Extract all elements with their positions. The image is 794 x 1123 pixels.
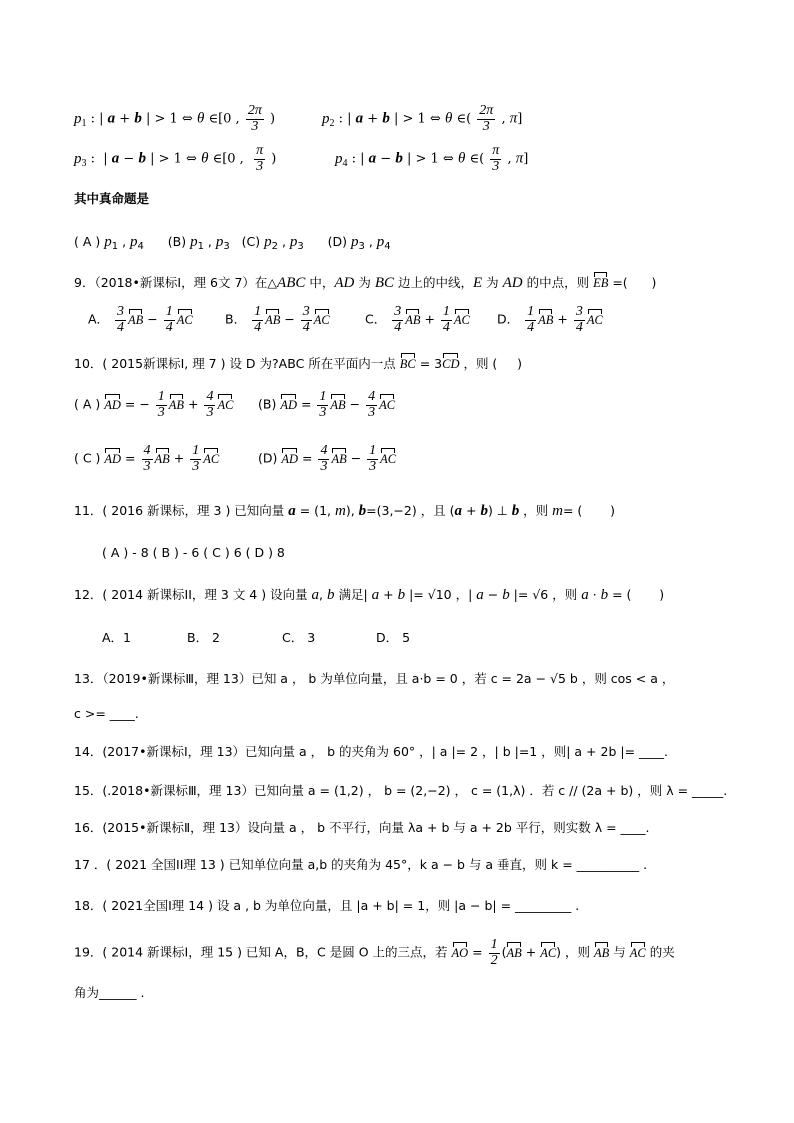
- q12-option-d: D． 5: [376, 630, 411, 645]
- q12-option-c: C． 3: [282, 630, 316, 645]
- prop-p4: $p_4$ : | a − b | > 1 ⇔ θ ∈( $\frac{\pi}{3}$ , π]: [335, 143, 529, 174]
- q10-option-a: ( A ) AD = − $\frac{1}{3}$ AB + $\frac{4}{3}$ AC: [74, 389, 234, 420]
- q9-option-d: D． $\frac{1}{4}$ AB + $\frac{3}{4}$ AC: [497, 304, 603, 335]
- question-17: 17 ．( 2021 全国II理 13 ) 已知单位向量 a,b 的夹角为 45°，k a − b 与 a 垂直，则 k = __________ .: [74, 857, 648, 872]
- question-15: 15．(.2018•新课标Ⅲ，理 13）已知向量 a = (1,2) ， b = (2,−2) ， c = (1,λ) ．若 c // (2a + b) ，则 λ = _____.: [74, 783, 728, 798]
- question-13-line1: 13．（2019•新课标Ⅲ，理 13）已知 a ， b 为单位向量，且 a·b = 0 ，若 c = 2a − √5 b ，则 cos < a ，: [74, 671, 675, 686]
- question-9: 9．（2018•新课标Ⅰ，理 6文 7）在△ABC 中，AD 为 BC 边上的中线，E 为 AD 的中点，则 EB =( ): [74, 275, 657, 291]
- question-16: 16．(2015•新课标Ⅱ，理 13）设向量 a ， b 不平行，向量 λa + b 与 a + 2b 平行，则实数 λ = ____.: [74, 820, 650, 835]
- q9-option-a: A． $\frac{3}{4}$ AB − $\frac{1}{4}$ AC: [88, 304, 193, 335]
- prop-p1: $p_1$ : | a + b | > 1 ⇔ θ ∈[0 , $\frac{2\pi}{3}$ ): [74, 103, 276, 134]
- q12-option-b: B． 2: [187, 630, 221, 645]
- prop-p3: $p_3$ : | a − b | > 1 ⇔ θ ∈[0 , $\frac{\pi}{3}$ ): [74, 143, 277, 174]
- question-13-line2: c >= ____.: [74, 706, 139, 721]
- props-options: ( A ) $p_1$ , $p_4$ (B) $p_1$ , $p_3$ (C) $p_2$ , $p_3$ (D) $p_3$ , $p_4$: [74, 234, 391, 252]
- q10-option-c: ( C ) AD = $\frac{4}{3}$ AB + $\frac{1}{3}$ AC: [74, 443, 220, 474]
- question-14: 14．(2017•新课标Ⅰ，理 13）已知向量 a ， b 的夹角为 60° ，| a |= 2 ，| b |=1 ，则| a + 2b |= ____.: [74, 744, 668, 759]
- question-11: 11．( 2016 新课标，理 3 ) 已知向量 a = (1, m), b=(3,−2) ，且 (a + b) ⊥ b ，则 m= ( ): [74, 503, 615, 519]
- question-18: 18．( 2021全国I理 14 ) 设 a , b 为单位向量，且 |a + b| = 1，则 |a − b| = _________ .: [74, 898, 580, 913]
- question-19-line2: 角为______ .: [74, 985, 145, 1000]
- q9-option-c: C． $\frac{3}{4}$ AB + $\frac{1}{4}$ AC: [365, 304, 470, 335]
- prop-p2: $p_2$ : | a + b | > 1 ⇔ θ ∈( $\frac{2\pi}{3}$ , π]: [322, 103, 523, 134]
- q9-option-b: B． $\frac{1}{4}$ AB − $\frac{3}{4}$ AC: [225, 304, 330, 335]
- question-10: 10．( 2015新课标Ⅰ, 理 7 ) 设 D 为?ABC 所在平面内一点 BC = 3CD ，则 ( ): [74, 356, 523, 371]
- question-12: 12．( 2014 新课标II，理 3 文 4 ) 设向量 a, b 满足| a + b |= √10 ，| a − b |= √6 ，则 a · b = ( ): [74, 587, 665, 603]
- q12-option-a: A．1: [102, 630, 132, 645]
- q11-options: ( A ) - 8 ( B ) - 6 ( C ) 6 ( D ) 8: [102, 545, 285, 560]
- q10-option-d: (D) AD = $\frac{4}{3}$ AB − $\frac{1}{3}$ AC: [258, 443, 397, 474]
- question-19-line1: 19．( 2014 新课标I，理 15 ) 已知 A，B，C 是圆 O 上的三点，若 AO = $\frac{1}{2}$ (AB + AC) ，则 AB 与 AC 的夹: [74, 937, 675, 968]
- q10-option-b: (B) AD = $\frac{1}{3}$ AB − $\frac{4}{3}$ AC: [258, 389, 396, 420]
- props-intro: 其中真命题是: [74, 191, 150, 206]
